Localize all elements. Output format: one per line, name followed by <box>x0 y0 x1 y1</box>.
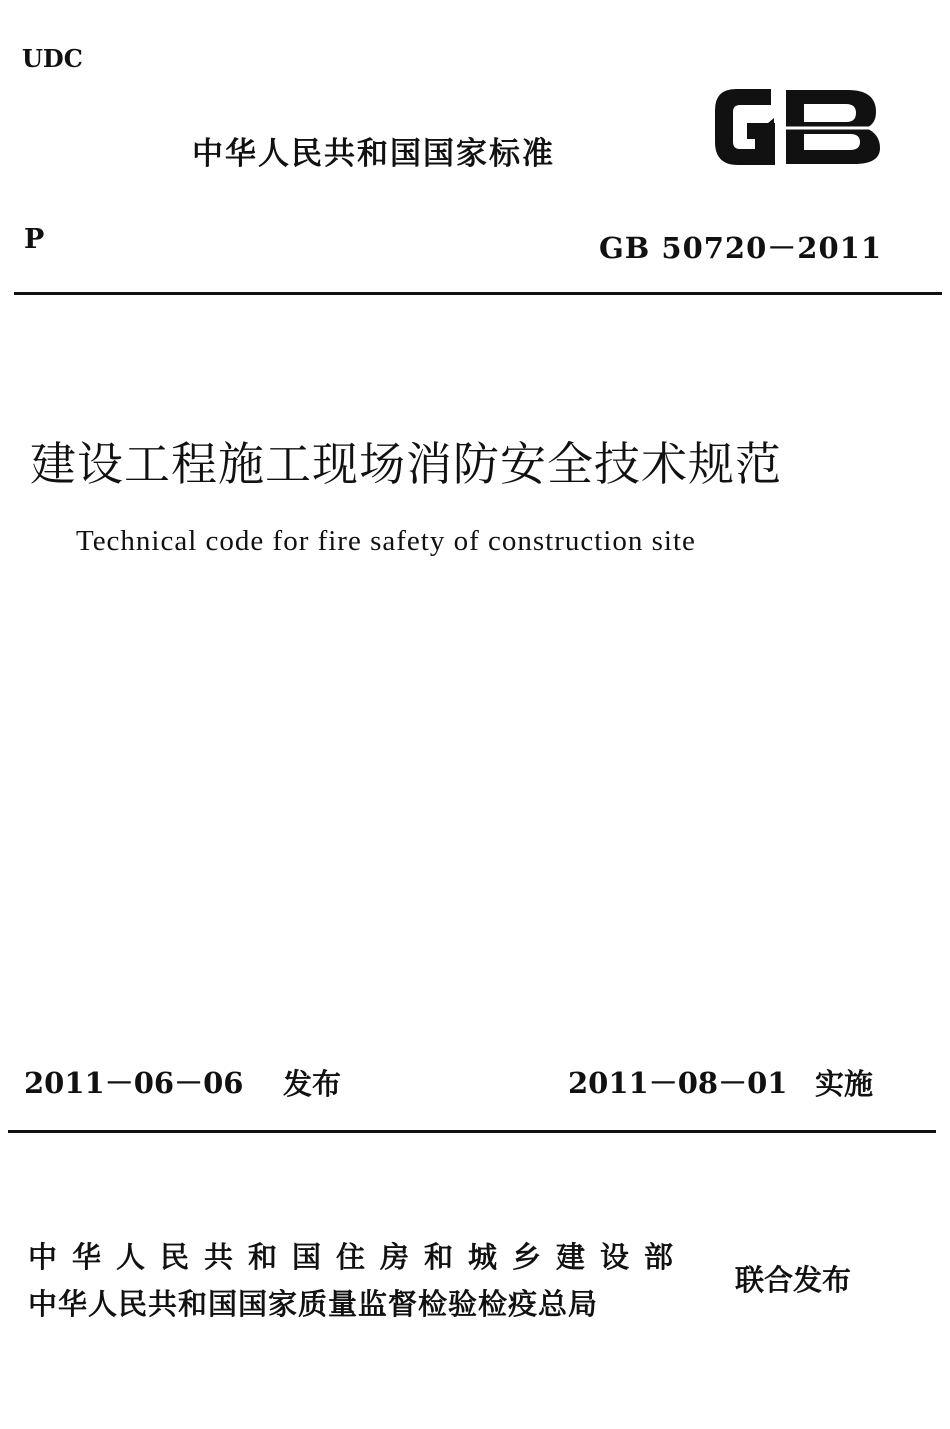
national-standard-heading: 中华人民共和国国家标准 <box>192 136 555 172</box>
issuer-quality-supervision: 中华人民共和国国家质量监督检验检疫总局 <box>28 1287 599 1321</box>
udc-label: UDC <box>22 44 83 73</box>
standard-number: GB 50720－2011 <box>599 231 882 265</box>
category-code: P <box>24 224 45 255</box>
joint-publication-label: 联合发布 <box>735 1263 852 1297</box>
issue-date: 2011－06－06 <box>24 1066 244 1100</box>
implementation-label: 实施 <box>815 1067 874 1101</box>
title-chinese: 建设工程施工现场消防安全技术规范 <box>30 437 782 491</box>
title-english: Technical code for fire safety of construction site <box>76 525 696 557</box>
bottom-divider <box>8 1130 936 1133</box>
gb-logo <box>708 78 888 174</box>
top-divider <box>14 292 942 295</box>
issuer-ministry-housing: 中华人民共和国住房和城乡建设部 <box>28 1240 689 1274</box>
implementation-date: 2011－08－01 <box>568 1066 788 1100</box>
issue-label: 发布 <box>283 1067 342 1101</box>
